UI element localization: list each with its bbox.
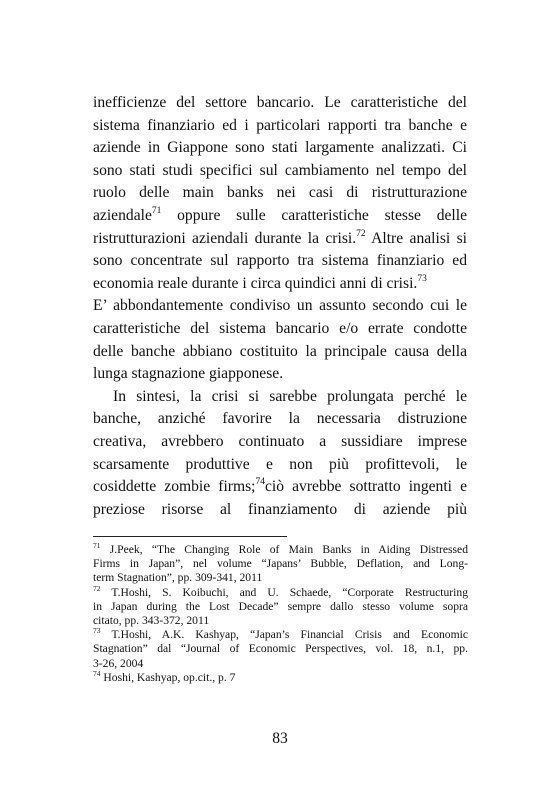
footnote-line: term Stagnation”, pp. 309-341, 2011 — [93, 571, 263, 585]
footnote-72 — [93, 586, 468, 600]
body-text-fragment: economia reale durante i circa quindici anni di crisi. — [93, 274, 418, 292]
footnote-74 — [93, 668, 468, 685]
body-line: sono concentrate sul rapporto tra sistema finanziario ed — [93, 252, 467, 270]
body-line: E’ abbondantemente condiviso un assunto secondo cui le — [93, 297, 467, 315]
body-text-fragment: ristrutturazioni aziendali durante la crisi. — [93, 229, 357, 247]
footnote-line: citato, pp. 343-372, 2011 — [93, 613, 210, 627]
footnote-text: T.Hoshi, S. Koibuchi, and U. Schaede, “Corporate Restructuring — [100, 585, 468, 599]
footnote-text: Hoshi, Kashyap, op.cit., p. 7 — [100, 670, 236, 684]
footnote-73 — [93, 628, 468, 642]
body-line: In sintesi, la crisi si sarebbe prolungata perché le — [113, 387, 467, 405]
body-text — [93, 92, 467, 521]
body-line: creativa, avrebbero continuato a sussidiare imprese — [93, 432, 467, 450]
footnote-reference[interactable]: 72 — [356, 228, 366, 239]
body-line: ruolo delle main banks nei casi di ristrutturazione — [93, 184, 467, 202]
footnote-separator — [93, 536, 287, 537]
body-line — [93, 273, 467, 296]
body-line: lunga stagnazione giapponese. — [93, 365, 284, 383]
body-line: inefficienze del settore bancario. Le caratteristiche del — [93, 94, 467, 111]
footnote-reference[interactable]: 73 — [417, 273, 427, 284]
footnote-line: 3-26, 2004 — [93, 656, 144, 670]
footnote-number: 74 — [93, 668, 101, 678]
body-line: aziende in Giappone sono stati largamente analizzati. Ci — [93, 139, 467, 157]
body-line — [93, 205, 467, 228]
body-line: delle banche abbiano costituito la principale causa della — [93, 342, 467, 360]
footnote-71 — [93, 543, 468, 557]
footnote-line: Stagnation” dal “Journal of Economic Perspectives, vol. 18, n.1, pp. — [93, 642, 468, 656]
footnotes — [93, 543, 468, 685]
body-line: caratteristiche del sistema bancario e/o errate condotte — [93, 319, 467, 337]
footnote-text: T.Hoshi, A.K. Kashyap, “Japan’s Financial Crisis and Economic — [100, 628, 468, 642]
footnote-number: 72 — [93, 585, 101, 593]
footnote-line: Firms in Japan”, nel volume “Japans’ Bubble, Deflation, and Long- — [93, 557, 468, 571]
body-text-fragment: Altre analisi si — [365, 229, 467, 247]
page-number: 83 — [272, 730, 288, 747]
body-line — [93, 476, 467, 499]
body-text-fragment: ciò avrebbe sottratto ingenti e — [265, 478, 467, 496]
footnote-text: J.Peek, “The Changing Role of Main Banks in Aiding Distressed — [100, 543, 468, 556]
body-line: sistema finanziario ed i particolari rapporti tra banche e — [93, 116, 467, 134]
footnote-reference[interactable]: 71 — [151, 205, 162, 216]
body-text-fragment: aziendale — [93, 206, 152, 224]
footnote-line: in Japan during the Lost Decade” sempre dallo stesso volume sopra — [93, 599, 468, 613]
footnote-number: 71 — [93, 543, 101, 550]
footnote-reference[interactable]: 74 — [255, 477, 265, 488]
body-line: banche, anziché favorire la necessaria distruzione — [93, 410, 467, 428]
body-line — [93, 228, 467, 251]
body-line: preziose risorse al finanziamento di aziende più — [93, 500, 467, 518]
body-text-fragment: oppure sulle caratteristiche stesse delle — [161, 206, 467, 224]
body-line: scarsamente produttive e non più profittevoli, le — [93, 455, 467, 473]
footnote-number: 73 — [93, 628, 101, 636]
body-text-fragment: cosiddette zombie firms; — [93, 478, 256, 496]
body-line: sono stati studi specifici sul cambiamento nel tempo del — [93, 161, 467, 179]
